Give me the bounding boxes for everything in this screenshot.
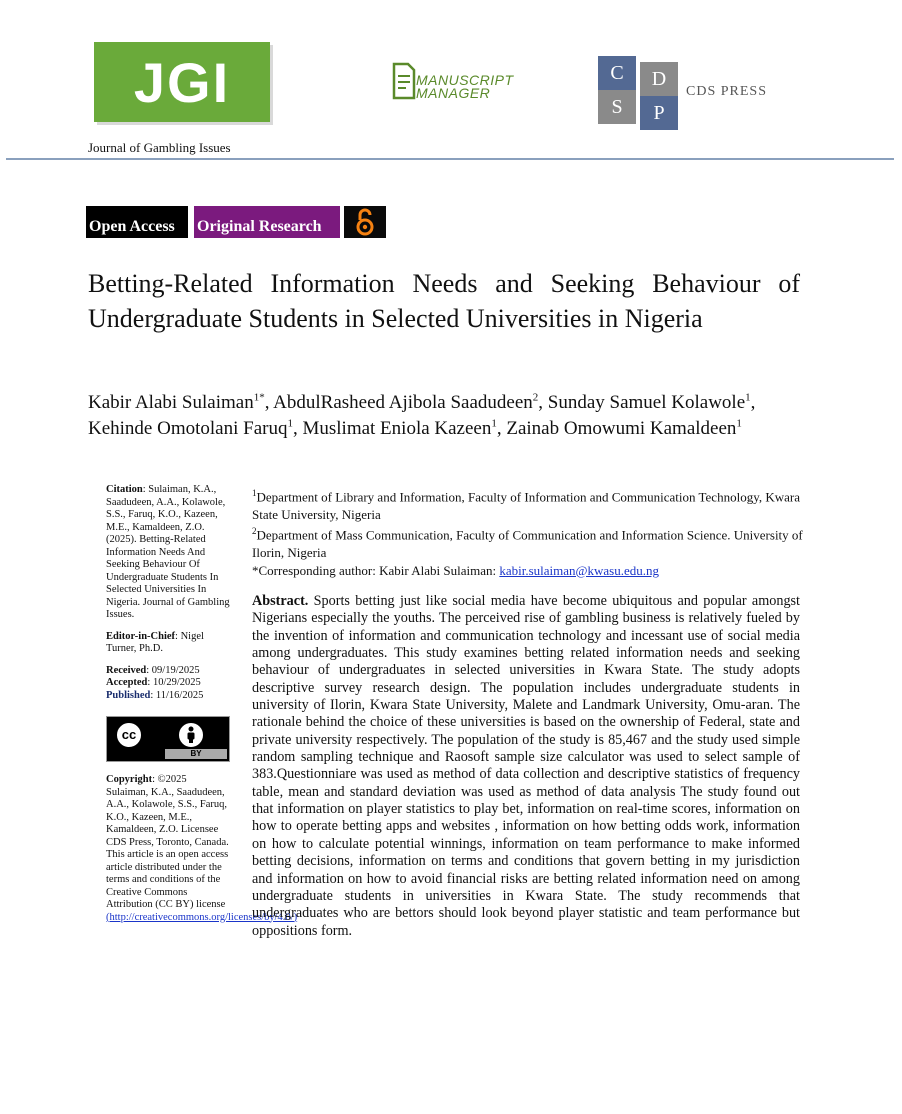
abstract: [252, 593, 800, 940]
affiliation-1: $^1$Department of Library and Information, Faculty of Information and Communication Technology, Kwara State University, Nigeria: [252, 488, 800, 522]
received-line: [106, 665, 230, 678]
abstract-label: Abstract.: [252, 593, 309, 609]
cds-press-logo: [598, 56, 682, 128]
citation-label: Citation: [106, 484, 143, 495]
copyright-label: Copyright: [106, 774, 153, 785]
cds-letter-s: S: [598, 90, 636, 124]
author-name: Zainab Omowumi Kamaldeen: [506, 418, 737, 439]
accepted-label: Accepted: [106, 677, 148, 688]
received-date: : 09/19/2025: [146, 664, 200, 676]
corresponding-email-link[interactable]: kabir.sulaiman@kwasu.edu.ng: [499, 562, 659, 578]
copyright-text: : ©2025 Sulaiman, K.A., Saadudeen, A.A., Kolawole, S.S., Faruq, K.O., Kazeen, M.E., Kamaldeen, Z.O. Licensee CDS Press, Toronto, Canada. This article is an open access article distributed under the terms and conditions of the Creative Commons Attribution (CC BY) license: [106, 774, 229, 910]
manuscript-manager-logo: [390, 58, 514, 106]
affiliations: [252, 485, 812, 579]
editor-text: : Nigel Turner, Ph.D.: [106, 630, 204, 654]
author-affiliation-marker: 1*: [253, 391, 265, 404]
article-title: Betting-Related Information Needs and Seeking Behaviour of Undergraduate Students in Selected Universities in Nigeria: [88, 269, 800, 333]
open-access-label: Open Access: [89, 218, 175, 235]
jgi-logo-text: JGI: [133, 50, 231, 114]
author-affiliation-marker: 2: [532, 391, 539, 404]
author-affiliation-marker: 1: [745, 391, 751, 404]
author-name: Sunday Samuel Kolawole: [547, 392, 746, 413]
cds-letter-d: D: [640, 62, 678, 96]
copyright-block: [106, 774, 298, 924]
manuscript-page-icon: [390, 62, 418, 102]
editor-label: Editor-in-Chief: [106, 630, 176, 642]
author-affiliation-marker: 1: [736, 417, 742, 430]
author-name: Muslimat Eniola Kazeen: [302, 418, 492, 439]
journal-name: Journal of Gambling Issues: [88, 140, 231, 155]
author-name: AbdulRasheed Ajibola Saadudeen: [273, 392, 533, 413]
by-person-icon: [177, 721, 205, 749]
cc-icon: cc: [115, 721, 143, 749]
open-access-badge: [86, 206, 188, 238]
citation-block: [106, 484, 230, 622]
editor-block: [106, 631, 230, 656]
open-access-lock-icon: [344, 206, 386, 238]
license-link[interactable]: (http://creativecommons.org/licenses/by/4.0/): [106, 911, 298, 923]
cds-letter-p: P: [640, 96, 678, 130]
header-divider: [6, 158, 894, 160]
affiliation-2: $^2$Department of Mass Communication, Faculty of Communication and Information Science. University of Ilorin, Nigeria: [252, 526, 803, 561]
cds-letter-c: C: [598, 56, 636, 90]
author-name: Kabir Alabi Sulaiman: [88, 392, 254, 413]
corresponding-author: *Corresponding author: Kabir Alabi Sulaiman: kabir.sulaiman@kwasu.edu.ng: [252, 562, 659, 578]
published-date: : 11/16/2025: [150, 689, 204, 701]
cc-by-license-badge[interactable]: [106, 716, 230, 762]
jgi-logo: [94, 42, 270, 122]
original-research-badge: [194, 206, 340, 238]
manuscript-manager-line2: MANAGER: [416, 85, 491, 101]
manuscript-manager-line1: MANUSCRIPT: [416, 72, 514, 88]
by-label: BY: [165, 749, 227, 759]
published-label: Published: [106, 689, 151, 701]
original-research-label: Original Research: [197, 218, 322, 235]
received-label: Received: [106, 664, 147, 676]
accepted-date: : 10/29/2025: [147, 677, 201, 688]
citation-text: : Sulaiman, K.A., Saadudeen, A.A., Kolawole, S.S., Faruq, K.O., Kazeen, M.E., Kamaldeen, Z.O. (2025). Betting-Related Information Needs And Seeking Behaviour Of Undergraduate Students In Selected Universities In Nigeria. Journal of Gambling Issues.: [106, 484, 230, 620]
cds-press-label: CDS PRESS: [686, 84, 767, 99]
author-affiliation-marker: 1: [287, 417, 293, 430]
author-name: Kehinde Omotolani Faruq: [88, 418, 288, 439]
author-list: Kabir Alabi Sulaiman$^{1*}$, AbdulRasheed Ajibola Saadudeen$^2$, Sunday Samuel Kolawole$^1$, Kehinde Omotolani Faruq$^1$, Muslimat Eniola Kazeen$^1$, Zainab Omowumi Kamaldeen$^1$: [88, 391, 756, 439]
author-affiliation-marker: 1: [491, 417, 497, 430]
accepted-line: [106, 677, 230, 690]
abstract-text: Sports betting just like social media have become ubiquitous and popular amongst Nigerians especially the youths. The perceived rise of gambling business is relatively fueled by the invention of information and communication technology and incessant use of social media among undergraduates. This study examines betting related information needs and seeking behaviour of undergraduates in selected universities in Kwara State. The study adopts descriptive survey research design. The population includes undergraduate students in university of Ilorin, Kwara State University, Malete and Landmark University, Omu-aran. The rationale behind the choice of these universities is based on the ownership of Federal, state and private university respectively. The population of the study is 85,467 and the study used simple random sampling technique and Raosoft sample size calculator was used to select sample of 383.Questionniare was used as method of data collection and descriptive statistics of frequency table, mean and standard deviation was used as method of data analysis The study found out that information on player statistics to play bet, information on real-time scores, information on how to operate betting apps and websites , information on how betting odds work, information on how to calculate potential winnings, information on team performance to make informed betting decisions, information on terms and conditions that govern betting in my jurisdiction and information on how to avoid financial risks are betting related information need on among undergraduate students in universities in Kwara State. The study recommends that undergraduates who are bettors should look beyond player statistic and team performance but oppositions form.: [252, 593, 800, 939]
published-line: [106, 690, 230, 703]
